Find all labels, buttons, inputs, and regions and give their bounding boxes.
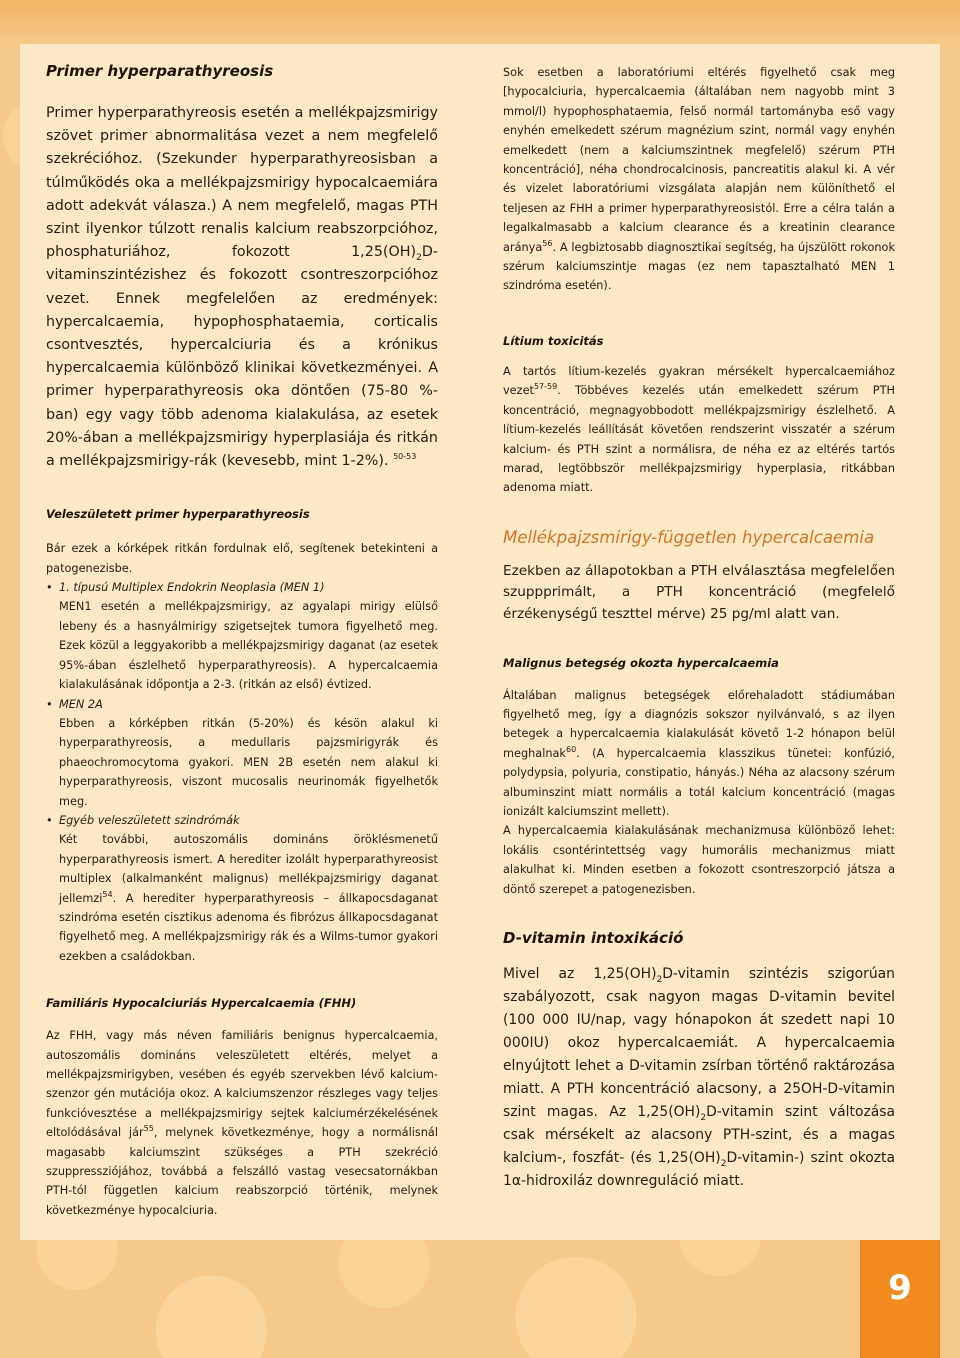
intro-reference: 56 (542, 238, 553, 248)
egyeb-text (59, 830, 438, 966)
primer-text-1: Primer hyperparathyreosis esetén a mellékpajzsmirigy szövet primer abnormalitása vezet a nem megfelelő szekrécióhoz. (Szekunder hyperparathyreosisban a túlműködés oka a mellékpajzsmirigy hypocalcaemiára adott adekvát válasza.) A nem megfelelő, magas PTH szint ilyenkor túlzott renalis kalcium reabszorpcióhoz, phosphaturiához, fokozott 1,25(OH) (46, 105, 438, 261)
veleszuletett-heading: Veleszületett primer hyperparathyreosis (46, 507, 310, 522)
veleszuletett-list (46, 578, 438, 966)
malig-text-2: . (A hypercalcaemia klasszikus tünetei: konfúzió, polydypsia, polyuria, constipatio, hányás.) Néha az alacsony szérum albuminszint miatt normális a totál kalcium koncentráció (magas ionizált kalciumszint mellett). (503, 746, 895, 818)
egyeb-reference: 54 (102, 889, 113, 899)
primer-subscript: 2 (416, 253, 422, 264)
egyeb-text-2: . A herediter hyperparathyreosis – állkapocsdaganat szindróma esetén cisztikus adenoma és fibrózus állkapocsdaganat figyelhető meg. A mellékpajzsmirigy rák és a Wilms-tumor gyakori ezekben a családokban. (59, 891, 438, 963)
dvitamin-heading: D-vitamin intoxikáció (503, 928, 684, 947)
fhh-paragraph (46, 1026, 438, 1220)
veleszuletett-intro: Bár ezek a kórképek ritkán fordulnak elő, segítenek betekinteni a patogenezisbe. (46, 542, 438, 575)
litium-reference: 57-59 (533, 382, 558, 392)
intro-text-1: Sok esetben a laboratóriumi eltérés figyelhető csak meg [hypocalciuria, hypercalcaemia (általában nem nagyobb mint 3 mmol/l) hypophosphataemia, felső normál tartományba eső vagy enyhén emelkedett szérum magnézium szint, normál vagy enyhén emelkedett (nem a kalciumszintnek megfelelő) szérum PTH koncentráció], néha chondrocalcinosis, pancreatitis alakul ki. A vér és vizelet laboratóriumi vizsgálata alapján nem különíthető el teljesen az FHH a primer hyperparathyreosistól. Erre a célra talán a legalkalmasabb a kalcium clearance és a kreatinin clearance aránya (503, 66, 895, 254)
egyeb-title: • Egyéb veleszületett szindrómák (59, 813, 240, 827)
litium-heading: Lítium toxicitás (503, 333, 604, 348)
primer-heading: Primer hyperparathyreosis (46, 62, 274, 80)
dvit-sub-2: 2 (700, 1112, 707, 1123)
dvit-sub-3: 2 (720, 1158, 727, 1169)
fhh-text-1: Az FHH, vagy más néven familiáris benignus hypercalcaemia, autoszomális domináns veleszületett eltérés, melyet a mellékpajzsmirigyben, vesében és egyéb szervekben lévő kalcium-szenzor gén mutációja okoz. A kalciumszenzor részleges vagy teljes funkcióvesztése a mellékpajzsmirigy sejtek kalciumérzékelésének eltolódásával jár (46, 1029, 438, 1140)
list-item-men1 (46, 578, 438, 694)
intro-text-2: . A legbiztosabb diagnosztikai segítség, ha újszülött rokonok szérum kalciumszintje magas (ez nem tapasztalható MEN 1 szindróma esetén). (503, 240, 895, 293)
malignus-paragraph-1 (503, 686, 895, 822)
pth-independent-paragraph: Ezekben az állapotokban a PTH elválasztása megfelelően szuppprimált, a PTH koncentráció (megfelelő érzékenységű teszttel mérve) 25 pg/ml alatt van. (503, 562, 895, 622)
page-number: 9 (888, 1268, 912, 1308)
pth-independent-heading: Mellékpajzsmirigy-független hypercalcaemia (503, 527, 875, 547)
dvit-text-4: D-vitamin-) szint okozta 1 (503, 1149, 895, 1189)
malig-reference: 60 (565, 744, 577, 754)
malignus-paragraph-2: A hypercalcaemia kialakulásának mechanizmusa különböző lehet: lokális csontérintettség vagy humorális mechanizmus miatt alakulhat ki. Minden esetben a fokozott csontreszorpció játsza a döntő szerepet a patogenezisben. (503, 824, 895, 896)
litium-text-2: . Többéves kezelés után emelkedett szérum PTH koncentráció, megnagyobbodott mellékpajzsmirigy észlelhető. A lítium-kezelés leállítását követően rendszerint visszatér a szérum kalcium- és PTH szint a normálisra, de néha ez az eltérés tartós marad, legtöbbször mellékpajzsmirigy hyperplasia, ritkábban adenoma miatt. (503, 384, 895, 495)
list-item-men2a (46, 695, 438, 811)
men1-title: • 1. típusú Multiplex Endokrin Neoplasia (MEN 1) (59, 581, 325, 595)
dvitamin-paragraph (503, 963, 895, 1193)
fhh-continued-paragraph (503, 63, 895, 296)
left-column (46, 62, 438, 1220)
litium-paragraph (503, 362, 895, 498)
dvit-alpha: α (511, 1172, 522, 1189)
page-number-tab (860, 1240, 940, 1358)
primer-text-2: D-vitaminszintézishez és fokozott csontreszorpcióhoz vezet. Ennek megfelelően az eredmények: hypercalcaemia, hypophosphataemia, corticalis csontvesztés, hypercalciuria és a krónikus hypercalcaemia különböző klinikai következményei. A primer hyperparathyreosis oka döntően (75-80 %-ban) egy vagy több adenoma kialakulása, az esetek 20%-ában a mellékpajzsmirigy hyperplasiája és ritkán a mellékpajzsmirigy-rák (kevesebb, mint 1-2%). (46, 244, 438, 470)
primer-reference: 50-53 (393, 452, 417, 462)
men2a-title: • MEN 2A (59, 697, 103, 711)
dvit-sub-1: 2 (656, 974, 663, 985)
right-column (503, 63, 895, 1193)
dvit-text-5: -hidroxiláz downreguláció miatt. (521, 1172, 745, 1189)
malignus-heading: Malignus betegség okozta hypercalcaemia (503, 655, 779, 670)
malig-text-1: Általában malignus betegségek előrehaladott stádiumában figyelhető meg, így a diagnózis sokszor nyilvánvaló, s az ilyen betegek a hypercalcaemia kialakulását követő 1-2 hónapon belül meghalnak (503, 688, 895, 760)
dvit-text-2: D-vitamin szintézis szigorúan szabályozott, csak nagyon magas D-vitamin bevitel (100 000 IU/nap, vagy hónapokon át szedett napi 10 000IU) okoz hypercalcaemiát. A hypercalcaemia elnyújtott lehet a D-vitamin zsírban történő raktározása miatt. A PTH koncentráció alacsony, a 25OH-D-vitamin szint magas. Az 1,25(OH) (503, 965, 895, 1120)
dvit-text-1: Mivel az 1,25(OH) (503, 965, 657, 982)
dvit-text-3: D-vitamin szint változása csak mérsékelt az alacsony PTH-szint, és a magas kalcium-, foszfát- (és 1,25(OH) (503, 1103, 895, 1166)
fhh-reference: 55 (143, 1124, 154, 1134)
primer-paragraph (46, 102, 438, 473)
fhh-text-2: , melynek következménye, hogy a normálisnál magasabb kalciumszint szükséges a PTH szekréció szuppressziójához, továbbá a felszálló vastag vesecsatornákban PTH-tól független kalcium reabszorpció történik, melynek következménye hypocalciuria. (46, 1126, 438, 1217)
top-band (0, 0, 960, 44)
list-item-egyeb (46, 811, 438, 966)
litium-text-1: A tartós lítium-kezelés gyakran mérsékelt hypercalcaemiához vezet (503, 364, 895, 398)
men2a-text: Ebben a kórképben ritkán (5-20%) és késön alakul ki hyperparathyreosis, a medullaris pajzsmirigyrák és phaeochromocytoma gyakori. MEN 2B esetén nem alakul ki hyperparathyreosis, viszont mucosalis neurinomák figyelhetők meg. (59, 716, 438, 808)
egyeb-text-1: Két további, autoszomális domináns öröklésmenetű hyperparathyreosis ismert. A herediter izolált hyperparathyreosist multiplex (alkalmanként malignus) mellékpajzsmirigy daganat jellemzi (59, 833, 438, 905)
fhh-heading: Familiáris Hypocalciuriás Hypercalcaemia (FHH) (46, 996, 357, 1011)
men1-text: MEN1 esetén a mellékpajzsmirigy, az agyalapi mirigy elülső lebeny és a hasnyálmirigy szigetsejtek tumora figyelhető meg. Ezek közül a leggyakoribb a mellékpajzsmirigy daganat (az esetek 95%-ában észlelhető hyperparathyreosis). A hypercalcaemia kialakulásának időpontja a 2-3. (ritkán az első) évtized. (59, 600, 438, 692)
